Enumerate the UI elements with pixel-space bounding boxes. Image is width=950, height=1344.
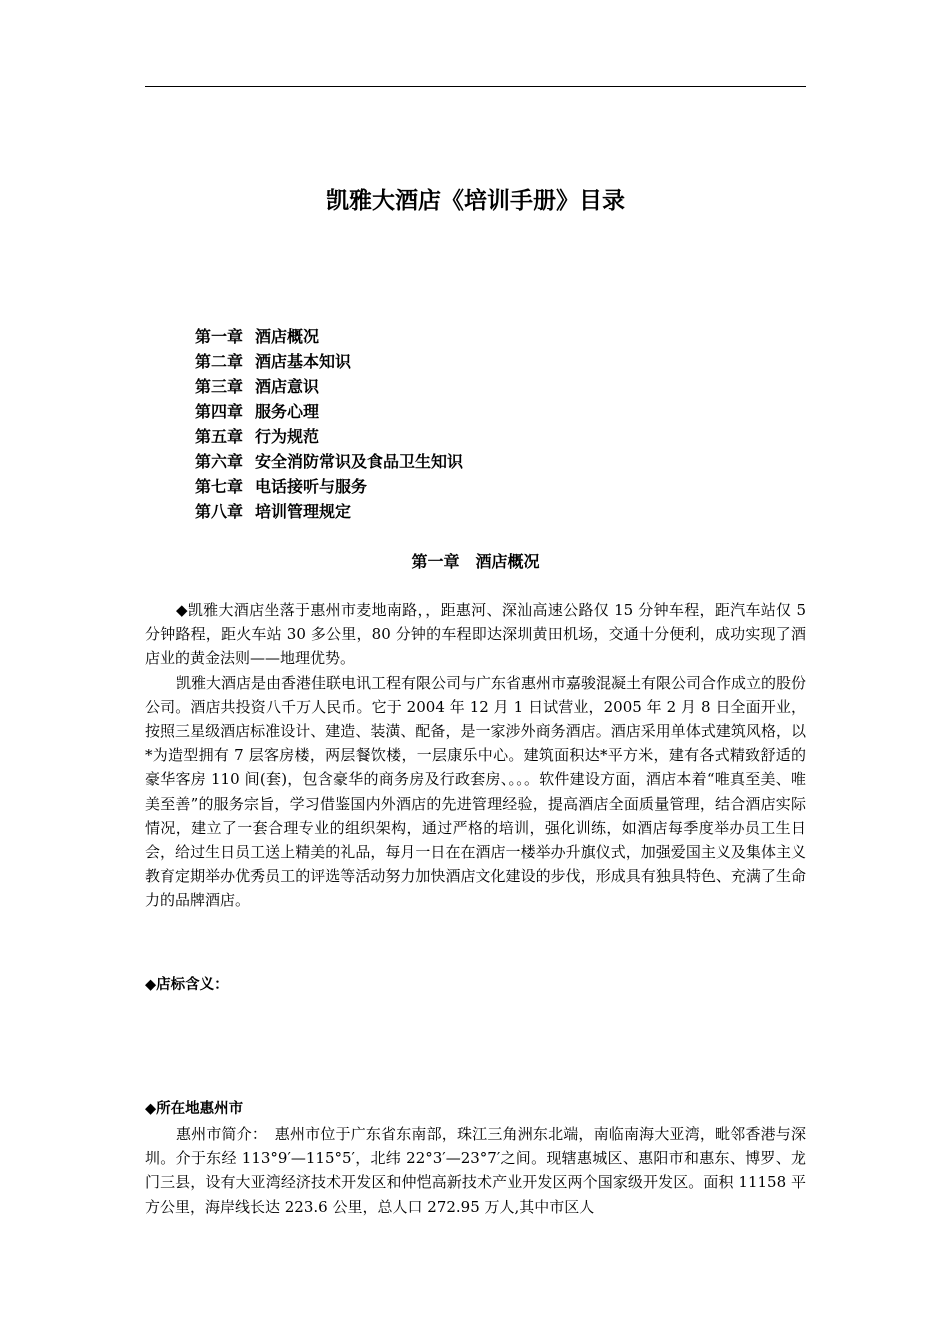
toc-item-6	[195, 449, 463, 474]
chapter-1-number: 第一章	[411, 552, 460, 571]
toc-chapter-label: 酒店意识	[255, 377, 320, 396]
toc-chapter-label: 安全消防常识及食品卫生知识	[255, 452, 464, 471]
toc-chapter-label: 培训管理规定	[255, 502, 352, 521]
logo-meaning-label: ◆店标含义：	[145, 977, 229, 993]
table-of-contents	[195, 324, 463, 524]
document-title: 凯雅大酒店《培训手册》目录	[326, 188, 625, 214]
location-label: ◆所在地惠州市	[145, 1101, 244, 1117]
chapter-1-heading	[145, 550, 806, 574]
toc-chapter-label: 服务心理	[255, 402, 320, 421]
toc-item-4	[195, 399, 463, 424]
location-body	[145, 1122, 806, 1219]
toc-chapter-number: 第一章	[195, 327, 244, 346]
toc-chapter-number: 第六章	[195, 452, 244, 471]
header-rule	[145, 86, 806, 87]
hotel-location-paragraph: ◆凯雅大酒店坐落于惠州市麦地南路，，距惠河、深汕高速公路仅 15 分钟车程，距汽车站仅 5 分钟路程，距火车站 30 多公里，80 分钟的车程即达深圳黄田机场，交通十分便利，成功实现了酒店业的黄金法则——地理优势。	[145, 601, 806, 668]
toc-item-3	[195, 374, 463, 399]
toc-chapter-number: 第三章	[195, 377, 244, 396]
toc-item-1	[195, 324, 463, 349]
toc-item-8	[195, 499, 463, 524]
toc-chapter-label: 行为规范	[255, 427, 320, 446]
toc-chapter-number: 第二章	[195, 352, 244, 371]
toc-chapter-label: 电话接听与服务	[255, 477, 368, 496]
toc-item-7	[195, 474, 463, 499]
toc-item-2	[195, 349, 463, 374]
toc-chapter-number: 第八章	[195, 502, 244, 521]
toc-chapter-label: 酒店基本知识	[255, 352, 352, 371]
toc-chapter-number: 第五章	[195, 427, 244, 446]
chapter-1-label: 酒店概况	[475, 552, 540, 571]
chapter-1-body	[145, 598, 806, 913]
toc-chapter-number: 第四章	[195, 402, 244, 421]
toc-item-5	[195, 424, 463, 449]
toc-chapter-number: 第七章	[195, 477, 244, 496]
toc-chapter-label: 酒店概况	[255, 327, 320, 346]
huizhou-intro-paragraph: 惠州市简介： 惠州市位于广东省东南部，珠江三角洲东北端，南临南海大亚湾，毗邻香港与深圳。介于东经 113°9′—115°5′，北纬 22°3′—23°7′之间。现辖惠城区、惠阳市和惠东、博罗、龙门三县，设有大亚湾经济技术开发区和仲恺高新技术产业开发区两个国家级开发区。面积 11158 平方公里，海岸线长达 223.6 公里，总人口 272.95 万人,其中市区人	[145, 1125, 806, 1216]
hotel-overview-paragraph: 凯雅大酒店是由香港佳联电讯工程有限公司与广东省惠州市嘉骏混凝土有限公司合作成立的股份公司。酒店共投资八千万人民币。它于 2004 年 12 月 1 日试营业，2005 年 2 月 8 日全面开业，按照三星级酒店标准设计、建造、装潢、配备，是一家涉外商务酒店。酒店采用单体式建筑风格，以*为造型拥有 7 层客房楼，两层餐饮楼，一层康乐中心。建筑面积达*平方米，建有各式精致舒适的豪华客房 110 间(套)，包含豪华的商务房及行政套房、。。。软件建设方面，酒店本着“唯真至美、唯美至善”的服务宗旨，学习借鉴国内外酒店的先进管理经验，提高酒店全面质量管理，结合酒店实际情况，建立了一套合理专业的组织架构，通过严格的培训，强化训练，如酒店每季度举办员工生日会，给过生日员工送上精美的礼品，每月一日在在酒店一楼举办升旗仪式，加强爱国主义及集体主义教育定期举办优秀员工的评选等活动努力加快酒店文化建设的步伐，形成具有独具特色、充满了生命力的品牌酒店。	[145, 673, 807, 910]
